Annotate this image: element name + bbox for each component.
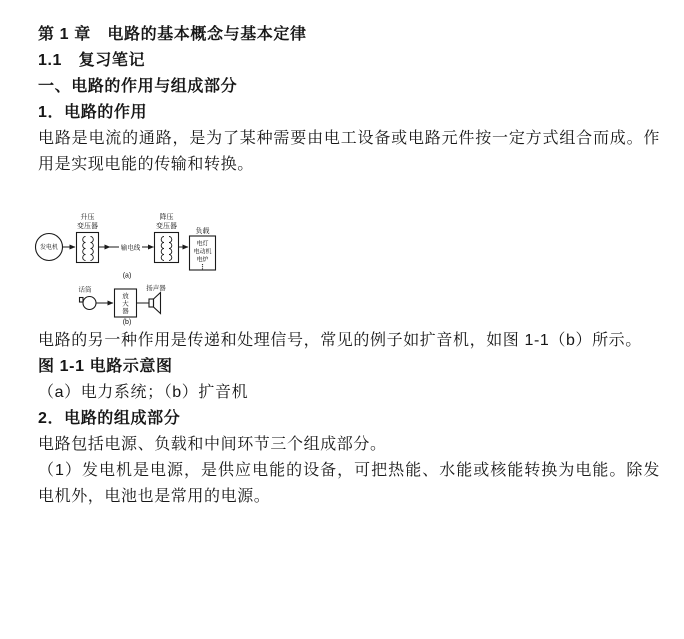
circuit-diagram-svg: [32, 206, 242, 328]
stepup-label-line2: 变压器: [77, 223, 98, 230]
generator-symbol: [36, 234, 63, 261]
amplifier-symbol: [115, 289, 137, 317]
figure-part-b-tag: (b): [122, 319, 132, 326]
amplifier-label-char1: 放: [122, 293, 129, 300]
load-item-stove: 电炉: [196, 257, 209, 264]
figure-caption: 图 1-1 电路示意图: [38, 358, 173, 375]
stepdown-label-line1: 降压: [159, 214, 174, 221]
step-up-transformer-symbol: [77, 212, 99, 263]
paragraph-generator-source: （1）发电机是电源，是供应电能的设备，可把热能、水能或核能转换为电能。除发电机外，电池也是常用的电源。: [38, 462, 660, 505]
speaker-label: 扬声器: [146, 285, 166, 292]
load-ellipsis-dot: [202, 264, 203, 265]
transmission-line-label: 输电线: [120, 244, 141, 252]
amplifier-label-char2: 大: [122, 300, 129, 308]
paragraph-signal-processing: 电路的另一种作用是传递和处理信号，常见的例子如扩音机，如图 1-1（b）所示。: [38, 332, 642, 349]
load-symbol: [190, 226, 216, 270]
stepdown-label-line2: 变压器: [156, 223, 177, 230]
speaker-horn: [154, 293, 161, 314]
stepup-coil-right: [91, 237, 94, 261]
load-ellipsis-dot: [202, 268, 203, 269]
stepdown-box: [155, 233, 179, 263]
subsection-heading: 一、电路的作用与组成部分: [38, 78, 238, 95]
stepup-coil-left: [83, 237, 86, 261]
section-heading: 1.1 复习笔记: [38, 52, 146, 69]
microphone-symbol: [79, 285, 97, 310]
microphone-circle: [83, 297, 96, 310]
stepup-label-line1: 升压: [80, 214, 95, 221]
point-2-heading: 2．电路的组成部分: [38, 410, 181, 427]
load-item-motor: 电动机: [193, 249, 212, 256]
paragraph-circuit-definition: 电路是电流的通路，是为了某种需要由电工设备或电路元件按一定方式组合而成。作用是实现电能的传输和转换。: [38, 130, 660, 173]
speaker-driver: [149, 299, 154, 307]
stepdown-coil-right: [169, 237, 172, 261]
point-1-heading: 1．电路的作用: [38, 104, 148, 121]
figure-part-a-tag: (a): [122, 272, 132, 280]
amplifier-label-char3: 器: [122, 308, 129, 315]
figure-1-1: [32, 206, 660, 328]
figure-subcaption: （a）电力系统；（b）扩音机: [38, 384, 249, 401]
load-label: 负载: [195, 228, 210, 235]
generator-label: 发电机: [39, 245, 59, 251]
microphone-label: 话筒: [78, 286, 92, 294]
speaker-symbol: [146, 283, 166, 314]
paragraph-circuit-parts: 电路包括电源、负载和中间环节三个组成部分。: [38, 436, 387, 453]
microphone-tab: [80, 298, 84, 303]
step-down-transformer-symbol: [155, 212, 179, 263]
stepdown-coil-left: [161, 237, 164, 261]
load-ellipsis-dot: [202, 266, 203, 267]
chapter-title: 第 1 章 电路的基本概念与基本定律: [38, 26, 307, 43]
stepup-box: [77, 233, 99, 263]
load-item-lamp: 电灯: [196, 241, 209, 248]
